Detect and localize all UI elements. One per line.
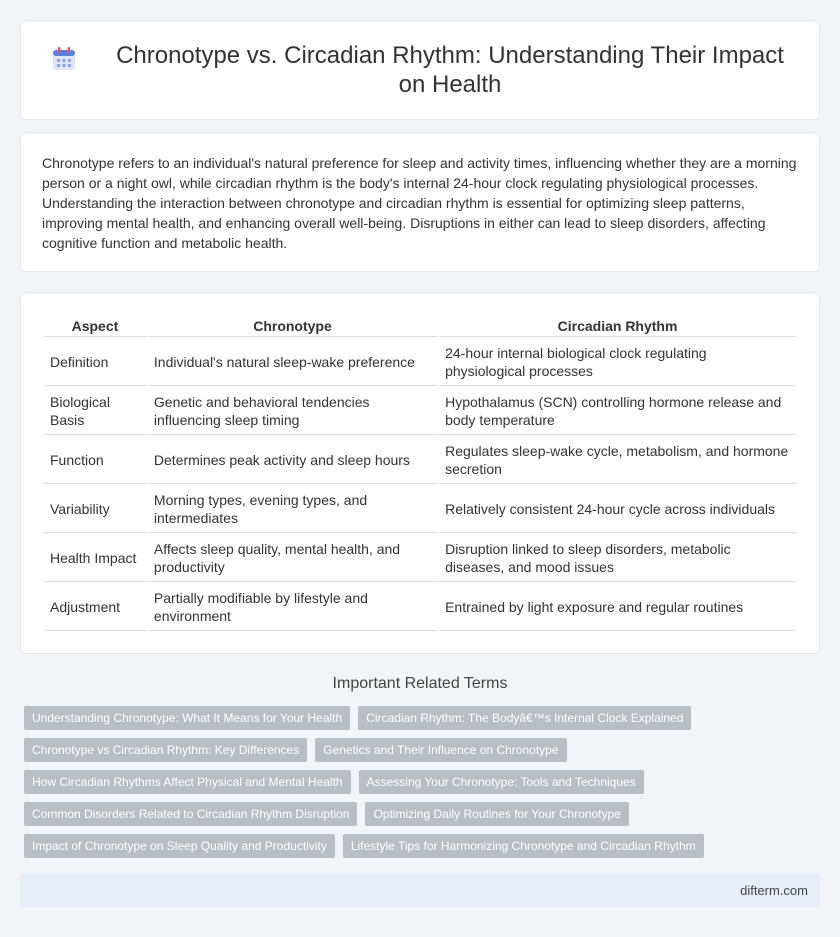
- cell-aspect: Biological Basis: [44, 388, 146, 435]
- cell-chronotype: Partially modifiable by lifestyle and environment: [148, 584, 437, 631]
- intro-card: [20, 132, 820, 272]
- cell-aspect: Variability: [44, 486, 146, 533]
- footer: [20, 873, 820, 907]
- related-term-tag[interactable]: Circadian Rhythm: The Bodyâ€™s Internal Clock Explained: [358, 706, 691, 730]
- related-term-tag[interactable]: Optimizing Daily Routines for Your Chronotype: [365, 802, 628, 826]
- cell-aspect: Definition: [44, 339, 146, 386]
- cell-circadian: Relatively consistent 24-hour cycle across individuals: [439, 486, 796, 533]
- related-terms-list: [24, 706, 804, 866]
- intro-text: Chronotype refers to an individual's natural preference for sleep and activity times, influencing whether they are a morning person or a night owl, while circadian rhythm is the body's internal 24-hour clock regulating physiological processes. Understanding the interaction between chronotype and circadian rhythm is essential for optimizing sleep patterns, improving mental health, and enhancing overall well-being. Disruptions in either can lead to sleep disorders, affecting cognitive function and metabolic health.: [42, 155, 797, 251]
- table-row: [44, 535, 796, 582]
- cell-chronotype: Affects sleep quality, mental health, and productivity: [148, 535, 437, 582]
- cell-circadian: Entrained by light exposure and regular routines: [439, 584, 796, 631]
- comparison-table: [42, 313, 798, 633]
- cell-chronotype: Determines peak activity and sleep hours: [148, 437, 437, 484]
- cell-chronotype: Individual's natural sleep-wake preference: [148, 339, 437, 386]
- related-term-tag[interactable]: How Circadian Rhythms Affect Physical and Mental Health: [24, 770, 351, 794]
- table-row: [44, 339, 796, 386]
- table-row: [44, 486, 796, 533]
- cell-chronotype: Morning types, evening types, and intermediates: [148, 486, 437, 533]
- cell-aspect: Adjustment: [44, 584, 146, 631]
- cell-aspect: Health Impact: [44, 535, 146, 582]
- table-header-row: [44, 315, 796, 337]
- cell-aspect: Function: [44, 437, 146, 484]
- related-term-tag[interactable]: Assessing Your Chronotype: Tools and Techniques: [359, 770, 644, 794]
- header-chronotype: Chronotype: [148, 315, 437, 337]
- header-card: [20, 20, 820, 120]
- footer-site-link[interactable]: difterm.com: [740, 882, 808, 898]
- table-row: [44, 437, 796, 484]
- related-term-tag[interactable]: Chronotype vs Circadian Rhythm: Key Differences: [24, 738, 307, 762]
- related-term-tag[interactable]: Understanding Chronotype: What It Means for Your Health: [24, 706, 350, 730]
- related-terms-title: Important Related Terms: [332, 675, 508, 692]
- page-title: Chronotype vs. Circadian Rhythm: Understanding Their Impact on Health: [116, 42, 784, 98]
- related-term-tag[interactable]: Common Disorders Related to Circadian Rhythm Disruption: [24, 802, 357, 826]
- table-row: [44, 584, 796, 631]
- table-row: [44, 388, 796, 435]
- related-term-tag[interactable]: Impact of Chronotype on Sleep Quality and Productivity: [24, 834, 335, 858]
- cell-circadian: Regulates sleep-wake cycle, metabolism, and hormone secretion: [439, 437, 796, 484]
- cell-circadian: Hypothalamus (SCN) controlling hormone release and body temperature: [439, 388, 796, 435]
- cell-circadian: Disruption linked to sleep disorders, metabolic diseases, and mood issues: [439, 535, 796, 582]
- cell-chronotype: Genetic and behavioral tendencies influencing sleep timing: [148, 388, 437, 435]
- related-term-tag[interactable]: Lifestyle Tips for Harmonizing Chronotype and Circadian Rhythm: [343, 834, 704, 858]
- header-circadian-rhythm: Circadian Rhythm: [439, 315, 796, 337]
- cell-circadian: 24-hour internal biological clock regulating physiological processes: [439, 339, 796, 386]
- header-aspect: Aspect: [44, 315, 146, 337]
- comparison-table-card: [20, 292, 820, 654]
- related-term-tag[interactable]: Genetics and Their Influence on Chronotype: [315, 738, 566, 762]
